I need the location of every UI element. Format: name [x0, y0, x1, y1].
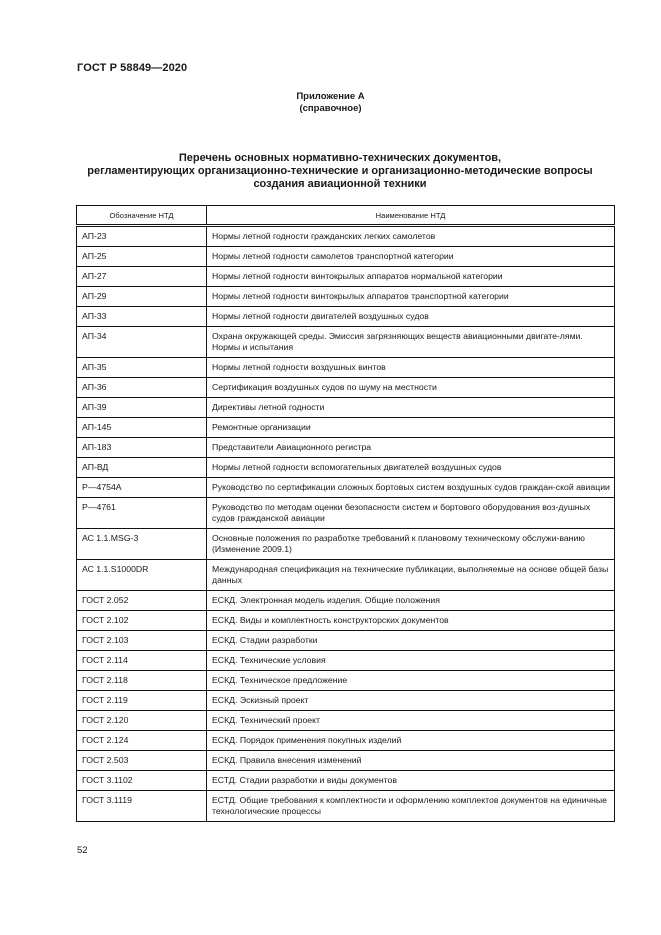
table-row [77, 731, 615, 751]
cell-name: ЕСТД. Общие требования к комплектности и оформлению комплектов документов на единичные технологические процессы [207, 791, 615, 822]
cell-code: ГОСТ 2.119 [77, 691, 207, 711]
cell-name: ЕСКД. Виды и комплектность конструкторских документов [207, 611, 615, 631]
cell-name: Основные положения по разработке требований к плановому техническому обслужи-ванию (Изменение 2009.1) [207, 529, 615, 560]
table-row [77, 671, 615, 691]
cell-name: Нормы летной годности гражданских легких самолетов [207, 226, 615, 247]
cell-code: ГОСТ 2.124 [77, 731, 207, 751]
cell-name: Руководство по методам оценки безопасности систем и бортового оборудования воз-душных судов гражданской авиации [207, 498, 615, 529]
cell-name: Сертификация воздушных судов по шуму на местности [207, 378, 615, 398]
cell-code: АП-25 [77, 247, 207, 267]
table-row [77, 691, 615, 711]
cell-name: ЕСКД. Эскизный проект [207, 691, 615, 711]
cell-name: ЕСТД. Стадии разработки и виды документов [207, 771, 615, 791]
cell-code: АП-27 [77, 267, 207, 287]
table-row [77, 398, 615, 418]
table-header-row [77, 206, 615, 226]
table-row [77, 458, 615, 478]
table-row [77, 478, 615, 498]
cell-code: АП-35 [77, 358, 207, 378]
appendix-title: Приложение А [296, 91, 365, 102]
cell-code: АП-39 [77, 398, 207, 418]
table-body [77, 226, 615, 822]
cell-code: АП-36 [77, 378, 207, 398]
column-header-code: Обозначение НТД [77, 206, 207, 226]
cell-code: ГОСТ 2.114 [77, 651, 207, 671]
table-row [77, 611, 615, 631]
cell-name: Нормы летной годности самолетов транспортной категории [207, 247, 615, 267]
cell-code: ГОСТ 2.052 [77, 591, 207, 611]
column-header-name: Наименование НТД [207, 206, 615, 226]
table-title-line-1: Перечень основных нормативно-технических документов, [178, 152, 502, 164]
table-row [77, 751, 615, 771]
cell-name: ЕСКД. Порядок применения покупных изделий [207, 731, 615, 751]
table-row [77, 631, 615, 651]
appendix-heading [0, 91, 661, 115]
cell-code: АП-29 [77, 287, 207, 307]
cell-name: Директивы летной годности [207, 398, 615, 418]
cell-code: Р—4754А [77, 478, 207, 498]
cell-name: Ремонтные организации [207, 418, 615, 438]
table-row [77, 307, 615, 327]
cell-name: Нормы летной годности винтокрылых аппаратов транспортной категории [207, 287, 615, 307]
table-row [77, 358, 615, 378]
table-row [77, 651, 615, 671]
cell-code: АП-33 [77, 307, 207, 327]
table-row [77, 560, 615, 591]
table-row [77, 791, 615, 822]
table-row [77, 438, 615, 458]
cell-code: АС 1.1.MSG-3 [77, 529, 207, 560]
cell-name: Нормы летной годности вспомогательных двигателей воздушных судов [207, 458, 615, 478]
cell-code: АП-23 [77, 226, 207, 247]
cell-code: ГОСТ 3.1102 [77, 771, 207, 791]
cell-code: ГОСТ 2.118 [77, 671, 207, 691]
cell-code: АП-145 [77, 418, 207, 438]
cell-code: Р—4761 [77, 498, 207, 529]
cell-code: АП-34 [77, 327, 207, 358]
table-row [77, 327, 615, 358]
table-row [77, 226, 615, 247]
table-title-line-2: регламентирующих организационно-технические и организационно-методические вопросы [87, 165, 593, 177]
cell-name: ЕСКД. Технические условия [207, 651, 615, 671]
cell-name: Нормы летной годности двигателей воздушных судов [207, 307, 615, 327]
table-row [77, 287, 615, 307]
table-title [60, 152, 620, 191]
cell-name: ЕСКД. Технический проект [207, 711, 615, 731]
cell-code: ГОСТ 3.1119 [77, 791, 207, 822]
cell-code: АП-183 [77, 438, 207, 458]
page-number: 52 [77, 845, 88, 856]
cell-name: Охрана окружающей среды. Эмиссия загрязняющих веществ авиационными двигате-лями. Нормы и испытания [207, 327, 615, 358]
table-row [77, 378, 615, 398]
table-row [77, 418, 615, 438]
cell-name: ЕСКД. Правила внесения изменений [207, 751, 615, 771]
cell-name: ЕСКД. Техническое предложение [207, 671, 615, 691]
table-row [77, 498, 615, 529]
table-row [77, 267, 615, 287]
document-code: ГОСТ Р 58849—2020 [77, 62, 188, 74]
cell-code: ГОСТ 2.103 [77, 631, 207, 651]
table-title-line-3: создания авиационной техники [253, 178, 427, 190]
table-row [77, 711, 615, 731]
cell-name: ЕСКД. Электронная модель изделия. Общие положения [207, 591, 615, 611]
cell-name: Нормы летной годности воздушных винтов [207, 358, 615, 378]
table-row [77, 529, 615, 560]
cell-code: ГОСТ 2.120 [77, 711, 207, 731]
cell-name: ЕСКД. Стадии разработки [207, 631, 615, 651]
cell-code: АС 1.1.S1000DR [77, 560, 207, 591]
cell-code: ГОСТ 2.102 [77, 611, 207, 631]
table-row [77, 771, 615, 791]
cell-code: АП-ВД [77, 458, 207, 478]
table-row [77, 591, 615, 611]
cell-name: Международная спецификация на технические публикации, выполняемые на основе общей базы данных [207, 560, 615, 591]
ntd-table [76, 205, 615, 822]
cell-name: Руководство по сертификации сложных бортовых систем воздушных судов граждан-ской авиации [207, 478, 615, 498]
appendix-type: (справочное) [299, 103, 362, 114]
cell-name: Представители Авиационного регистра [207, 438, 615, 458]
table-row [77, 247, 615, 267]
cell-code: ГОСТ 2.503 [77, 751, 207, 771]
cell-name: Нормы летной годности винтокрылых аппаратов нормальной категории [207, 267, 615, 287]
